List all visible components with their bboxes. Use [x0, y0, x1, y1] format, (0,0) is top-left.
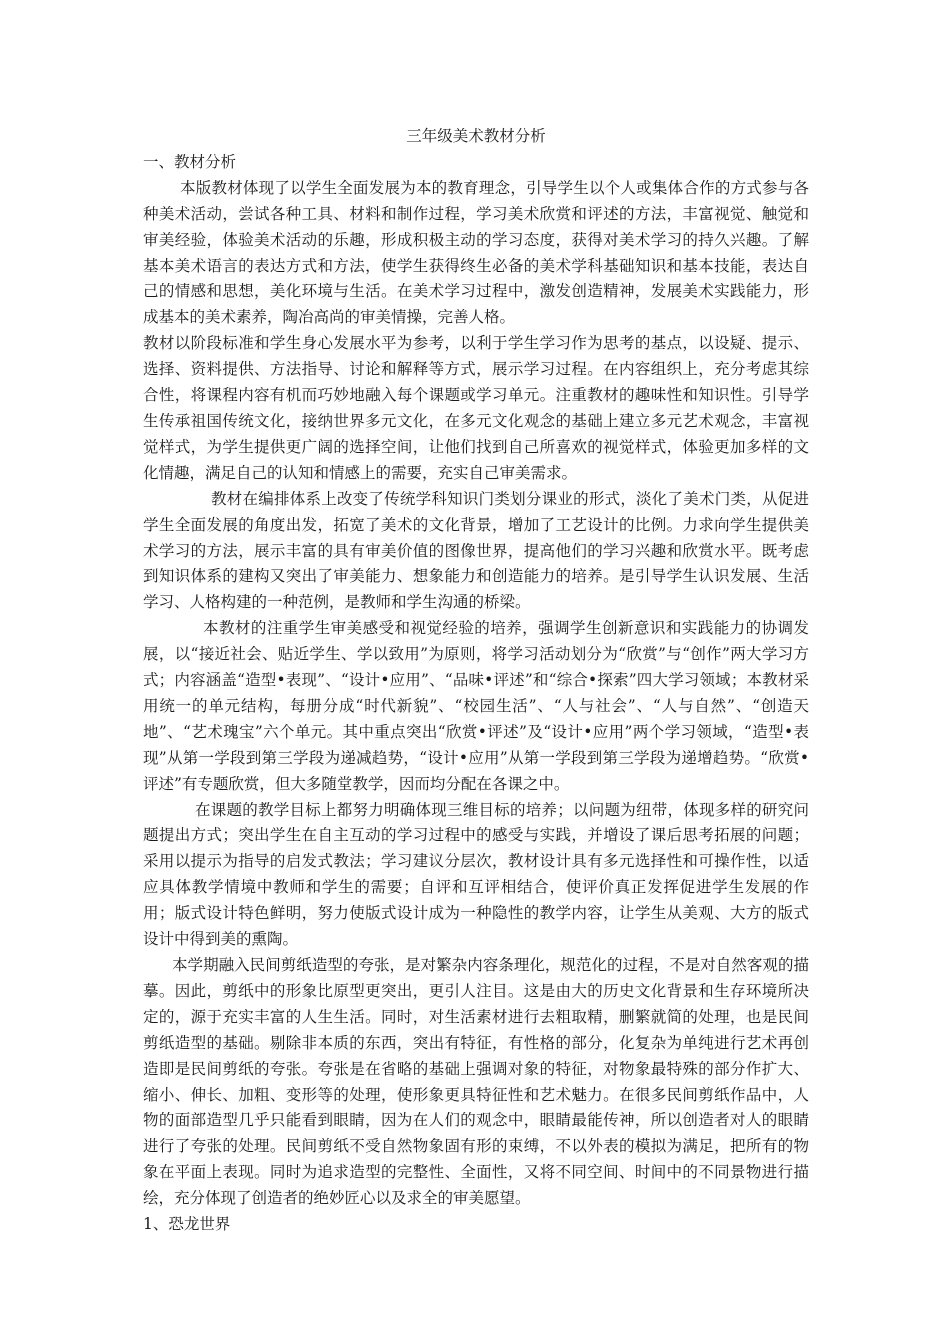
paragraph: 本版教材体现了以学生全面发展为本的教育理念，引导学生以个人或集体合作的方式参与各种美术活动，尝试各种工具、材料和制作过程，学习美术欣赏和评述的方法，丰富视觉、触觉和审美经验，体验美术活动的乐趣，形成积极主动的学习态度，获得对美术学习的持久兴趣。了解基本美术语言的表达方式和方法，使学生获得终生必备的美术学科基础知识和基本技能，表达自己的情感和思想，美化环境与生活。在美术学习过程中，激发创造精神，发展美术实践能力，形成基本的美术素养，陶冶高尚的审美情操，完善人格。 — [143, 178, 809, 327]
section-heading: 一、教材分析 — [143, 152, 237, 171]
document-page — [143, 124, 809, 1238]
paragraph: 教材以阶段标准和学生身心发展水平为参考，以利于学生学习作为思考的基点，以设疑、提示、选择、资料提供、方法指导、讨论和解释等方式，展示学习过程。在内容组织上，充分考虑其综合性，将课程内容有机而巧妙地融入每个课题或学习单元。注重教材的趣味性和知识性。引导学生传承祖国传统文化，接纳世界多元文化，在多元文化观念的基础上建立多元艺术观念，丰富视觉样式，为学生提供更广阔的选择空间，让他们找到自己所喜欢的视觉样式，体验更加多样的文化情趣，满足自己的认知和情感上的需要，充实自己审美需求。 — [143, 334, 809, 482]
paragraph: 在课题的教学目标上都努力明确体现三维目标的培养；以问题为纽带，体现多样的研究问题提出方式；突出学生在自主互动的学习过程中的感受与实践，并增设了课后思考拓展的问题；采用以提示为指导的启发式教法；学习建议分层次，教材设计具有多元选择性和可操作性，以适应具体教学情境中教师和学生的需要；自评和互评相结合，使评价真正发挥促进学生发展的作用；版式设计特色鲜明，努力使版式设计成为一种隐性的教学内容，让学生从美观、大方的版式设计中得到美的熏陶。 — [143, 800, 809, 949]
paragraph: 本学期融入民间剪纸造型的夸张，是对繁杂内容条理化，规范化的过程，不是对自然客观的描摹。因此，剪纸中的形象比原型更突出，更引人注目。这是由大的历史文化背景和生存环境所决定的，源于充实丰富的人生生活。同时，对生活素材进行去粗取精，删繁就简的处理，也是民间剪纸造型的基础。剔除非本质的东西，突出有特征，有性格的部分，化复杂为单纯进行艺术再创造即是民间剪纸的夸张。夸张是在省略的基础上强调对象的特征，对物象最特殊的部分作扩大、缩小、伸长、加粗、变形等的处理，使形象更具特征性和艺术魅力。在很多民间剪纸作品中，人物的面部造型几乎只能看到眼睛，因为在人们的观念中，眼睛最能传神，所以创造者对人的眼睛进行了夸张的处理。民间剪纸不受自然物象固有形的束缚，不以外表的模拟为满足，把所有的物象在平面上表现。同时为追求造型的完整性、全面性，又将不同空间、时间中的不同景物进行描绘，充分体现了创造者的绝妙匠心以及求全的审美愿望。 — [143, 956, 809, 1208]
paragraph: 教材在编排体系上改变了传统学科知识门类划分课业的形式，淡化了美术门类，从促进学生全面发展的角度出发，拓宽了美术的文化背景，增加了工艺设计的比例。力求向学生提供美术学习的方法，展示丰富的具有审美价值的图像世界，提高他们的学习兴趣和欣赏水平。既考虑到知识体系的建构又突出了审美能力、想象能力和创造能力的培养。是引导学生认识发展、生活学习、人格构建的一种范例，是教师和学生沟通的桥梁。 — [143, 489, 809, 612]
subsection-heading: 1、恐龙世界 — [143, 1215, 231, 1234]
document-title: 三年级美术教材分析 — [406, 127, 546, 145]
paragraph: 本教材的注重学生审美感受和视觉经验的培养，强调学生创新意识和实践能力的协调发展，以“接近社会、贴近学生、学以致用”为原则，将学习活动划分为“欣赏”与“创作”两大学习方式；内容涵盖“造型•表现”、“设计•应用”、“品味•评述”和“综合•探索”四大学习领域；本教材采用统一的单元结构，每册分成“时代新貌”、“校园生活”、“人与社会”、“人与自然”、“创造天地”、“艺术瑰宝”六个单元。其中重点突出“欣赏•评述”及“设计•应用”两个学习领域，“造型•表现”从第一学段到第三学段为递减趋势，“设计•应用”从第一学段到第三学段为递增趋势。“欣赏•评述”有专题欣赏，但大多随堂教学，因而均分配在各课之中。 — [143, 619, 809, 793]
